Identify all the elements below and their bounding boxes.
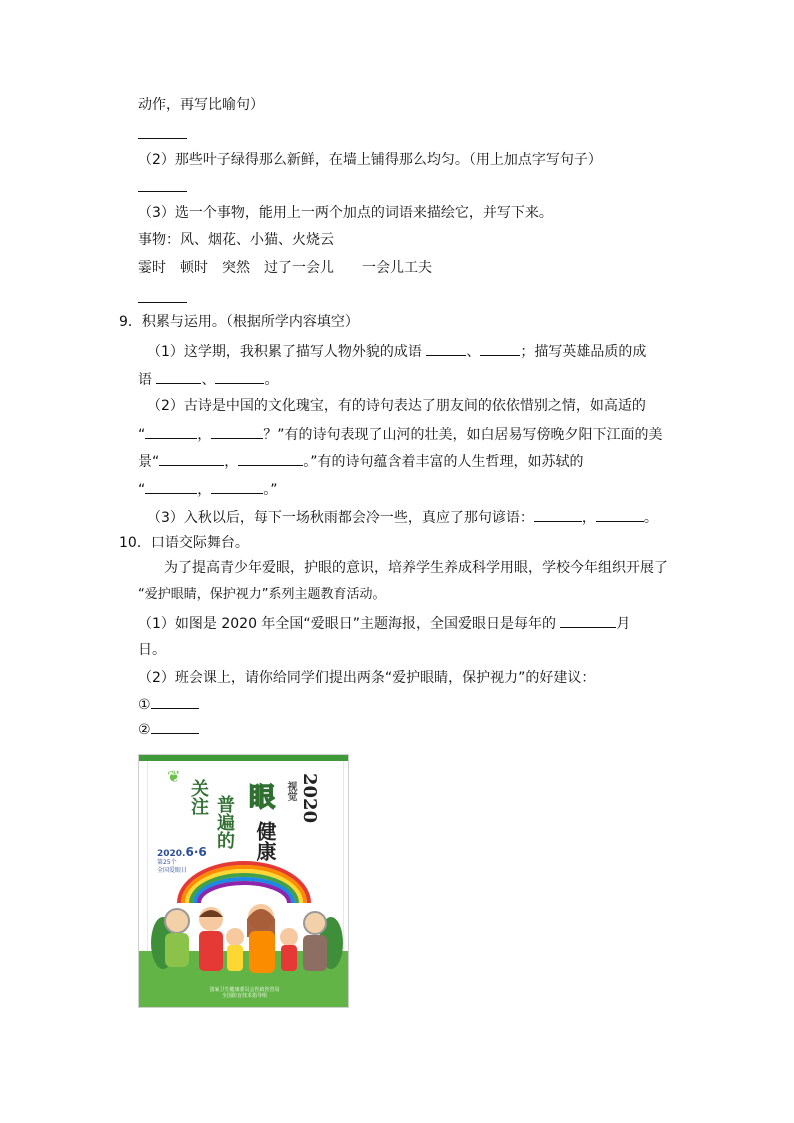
blank-appearance-idiom-2[interactable]	[480, 341, 520, 356]
poster-title-1: 关注	[188, 779, 209, 815]
rainbow-illustration	[169, 855, 319, 905]
close-quote: 。”	[263, 482, 278, 498]
q8-instruction-tail: 动作，再写比喻句）	[138, 97, 264, 113]
q9-part2-line3	[138, 451, 584, 472]
poster-date-sub-1: 第25个	[157, 859, 177, 866]
q9-part3	[147, 507, 658, 528]
poster-year-sub: 视觉	[285, 781, 296, 801]
poster-title-3: 健康	[253, 821, 277, 861]
q10-part1-text: （1）如图是 2020 年全国“爱眼日”主题海报，全国爱眼日是每年的	[138, 616, 556, 632]
q10-intro-line1: 为了提高青少年爱眼，护眼的意识，培养学生养成科学用眼，学校今年组织开展了	[164, 560, 668, 576]
q9-part1-line2	[138, 369, 278, 390]
q10-part1-line2: 日。	[138, 642, 166, 658]
answer-line-8-3[interactable]	[138, 302, 187, 303]
open-quote: “	[138, 427, 146, 443]
comma: ，	[197, 427, 212, 443]
q10-part1-month: 月	[616, 616, 631, 632]
blank-scenery-verse-1[interactable]	[159, 451, 224, 466]
q10-title: 10．口语交际舞台。	[119, 535, 249, 551]
poster-credit-1: 国家卫生健康委员会医政医管局	[209, 987, 280, 993]
q10-suggestion-2	[138, 719, 199, 740]
comma: ，	[581, 510, 596, 526]
comma: ，	[197, 482, 212, 498]
period: 。	[264, 372, 279, 388]
blank-proverb-1[interactable]	[534, 507, 582, 522]
q8-things: 事物：风、烟花、小猫、火烧云	[138, 232, 334, 248]
separator: 、	[466, 344, 481, 360]
poster-credit-2: 全国防盲技术指导组	[221, 993, 267, 999]
item-marker-2: ②	[138, 722, 151, 738]
q9-part1-line1	[147, 341, 646, 362]
q9-part2-text-b: ？”有的诗句表现了山河的壮美，如白居易写傍晚夕阳下江面的美	[263, 427, 663, 443]
period: 。	[643, 510, 658, 526]
q8-part2: （2）那些叶子绿得那么新鲜，在墙上铺得那么均匀。（用上加点字写句子）	[138, 152, 602, 168]
blank-philosophy-verse-1[interactable]	[145, 479, 197, 494]
poster-year: 2020	[299, 773, 320, 824]
q8-part3: （3）选一个事物，能用上一两个加点的词语来描绘它，并写下来。	[138, 205, 553, 221]
poster-eye-char: 眼	[249, 783, 276, 813]
poster-title-2: 普遍的	[214, 795, 235, 849]
poster-date-prefix: 2020.	[157, 849, 186, 859]
blank-hero-idiom-1[interactable]	[156, 369, 201, 384]
answer-line-8-2[interactable]	[138, 191, 187, 192]
answer-line-8-1[interactable]	[138, 138, 187, 139]
blank-proverb-2[interactable]	[596, 507, 644, 522]
blank-philosophy-verse-2[interactable]	[211, 479, 263, 494]
blank-hero-idiom-2[interactable]	[215, 369, 264, 384]
blank-appearance-idiom-1[interactable]	[426, 341, 466, 356]
blank-eye-day-month[interactable]	[560, 613, 616, 628]
family-illustration	[149, 903, 344, 977]
q10-intro-line2: “爱护眼睛，保护视力”系列主题教育活动。	[138, 587, 386, 602]
q10-part1-line1	[138, 613, 630, 634]
blank-farewell-verse-2[interactable]	[211, 424, 263, 439]
q9-part1-text-c: 语	[138, 372, 152, 388]
poster-date-sub-2: 全国爱眼日	[157, 867, 188, 874]
q9-part2-text-d: 。”有的诗句蕴含着丰富的人生哲理，如苏轼的	[303, 454, 584, 470]
q8-words: 霎时 顿时 突然 过了一会儿 一会儿工夫	[138, 260, 432, 276]
blank-farewell-verse-1[interactable]	[145, 424, 197, 439]
poster-date-main: 6·6	[185, 845, 207, 859]
blank-suggestion-1[interactable]	[151, 694, 199, 709]
comma: ，	[224, 454, 239, 470]
q9-part2-text-c: 景“	[138, 454, 160, 470]
butterfly-icon: ❦	[167, 767, 181, 786]
blank-suggestion-2[interactable]	[151, 719, 199, 734]
q9-part2-line2	[138, 424, 663, 445]
q9-part2-line1: （2）古诗是中国的文化瑰宝，有的诗句表达了朋友间的依依惜别之情，如高适的	[147, 398, 646, 414]
item-marker-1: ①	[138, 697, 151, 713]
q9-part1-text: （1）这学期，我积累了描写人物外貌的成语	[147, 344, 422, 360]
q9-part1-text-b: ；描写英雄品质的成	[520, 344, 647, 360]
blank-scenery-verse-2[interactable]	[238, 451, 303, 466]
q10-suggestion-1	[138, 694, 199, 715]
q9-part2-line4	[138, 479, 278, 500]
eye-day-poster	[138, 754, 349, 1008]
open-quote: “	[138, 482, 146, 498]
q10-part2: （2）班会课上，请你给同学们提出两条“爱护眼睛，保护视力”的好建议：	[138, 670, 596, 686]
separator: 、	[201, 372, 216, 388]
q9-part3-text: （3）入秋以后，每下一场秋雨都会冷一些，真应了那句谚语：	[147, 510, 534, 526]
q9-title: 9．积累与运用。（根据所学内容填空）	[119, 314, 359, 330]
